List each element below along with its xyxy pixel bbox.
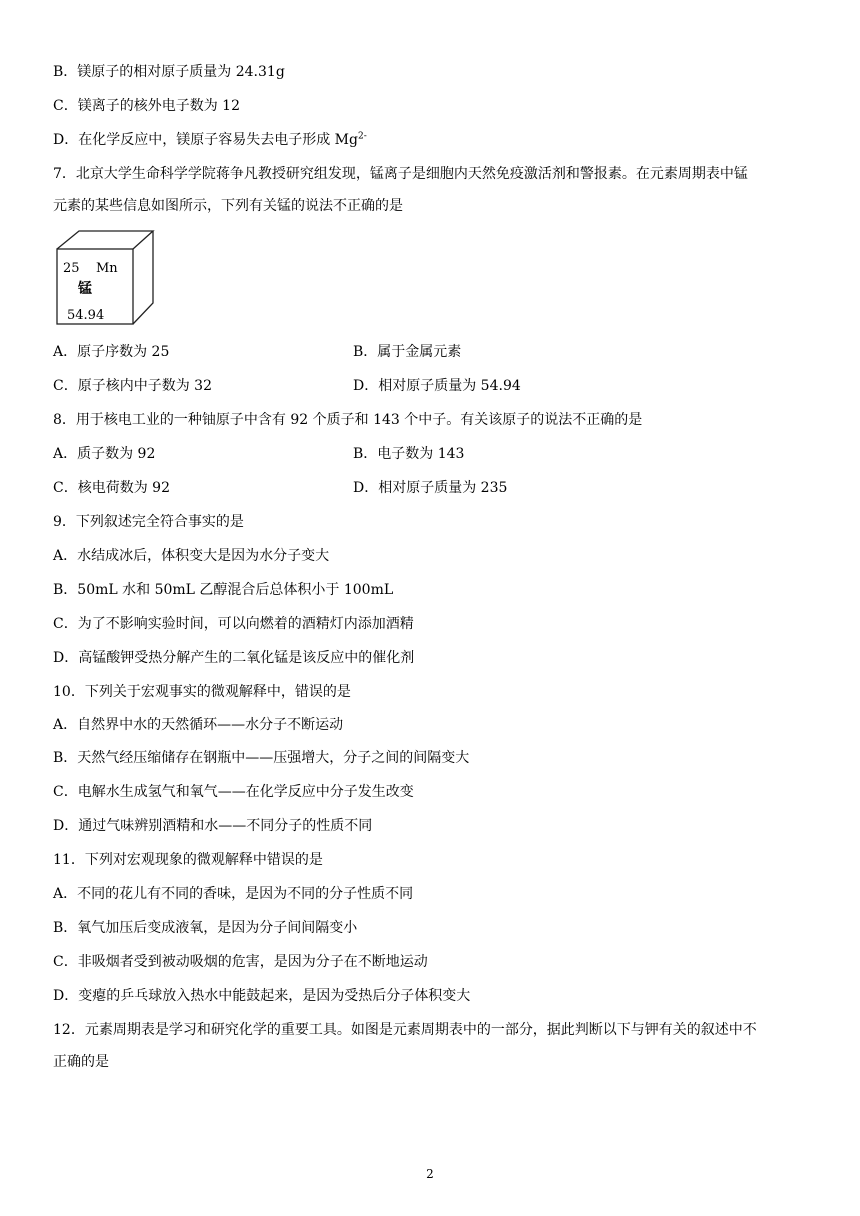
- line-text: C．为了不影响实验时间，可以向燃着的酒精灯内添加酒精: [53, 616, 414, 632]
- line-text: A．质子数为 92: [53, 446, 156, 462]
- text-line-q10c: [53, 782, 414, 802]
- line-text: D．通过气味辨别酒精和水——不同分子的性质不同: [53, 818, 373, 834]
- element-symbol: Mn: [96, 261, 118, 276]
- superscript: 2-: [357, 131, 367, 142]
- text-line-q9d: [53, 648, 414, 668]
- line-text: 元素的某些信息如图所示，下列有关锰的说法不正确的是: [53, 198, 403, 214]
- line-text: 11．下列对宏观现象的微观解释中错误的是: [53, 852, 323, 868]
- text-line-q8b_opt: [353, 444, 464, 464]
- element-mass: 54.94: [67, 308, 105, 323]
- text-line-q10a: [53, 715, 343, 735]
- line-text: B．50mL 水和 50mL 乙醇混合后总体积小于 100mL: [53, 582, 394, 598]
- line-text: B．天然气经压缩储存在钢瓶中——压强增大，分子之间的间隔变大: [53, 750, 470, 766]
- line-text: C．镁离子的核外电子数为 12: [53, 98, 240, 114]
- line-text: A．原子序数为 25: [53, 344, 170, 360]
- text-line-q8a: [53, 444, 155, 464]
- element-card-figure: [55, 229, 155, 329]
- line-text: D．相对原子质量为 235: [353, 480, 508, 496]
- line-text: A．自然界中水的天然循环——水分子不断运动: [53, 717, 344, 733]
- line-text: D．变瘪的乒乓球放入热水中能鼓起来，是因为受热后分子体积变大: [53, 988, 471, 1004]
- cube-top-face: [57, 231, 153, 249]
- text-line-q12b: [53, 1052, 109, 1072]
- text-line-q10: [53, 682, 351, 702]
- text-line-q7b: [53, 196, 403, 216]
- text-line-q11: [53, 850, 323, 870]
- text-line-q11c: [53, 952, 428, 972]
- line-text: A．不同的花儿有不同的香味，是因为不同的分子性质不同: [53, 886, 414, 902]
- text-line-q7b_opt: [353, 342, 461, 362]
- line-text: C．非吸烟者受到被动吸烟的危害，是因为分子在不断地运动: [53, 954, 428, 970]
- line-text: 9．下列叙述完全符合事实的是: [53, 514, 244, 530]
- text-line-q11a: [53, 884, 413, 904]
- line-text: B．属于金属元素: [353, 344, 462, 360]
- element-name: 锰: [78, 281, 92, 297]
- text-line-q7c: [53, 376, 212, 396]
- text-line-q10d: [53, 816, 372, 836]
- text-line-q8c: [53, 478, 170, 498]
- line-text: 8．用于核电工业的一种铀原子中含有 92 个质子和 143 个中子。有关该原子的说法不正确的是: [53, 412, 643, 428]
- cube-side-face: [133, 231, 153, 324]
- line-text: 12．元素周期表是学习和研究化学的重要工具。如图是元素周期表中的一部分，据此判断以下与钾有关的叙述中不: [53, 1022, 757, 1038]
- text-line-q7a: [53, 342, 169, 362]
- text-line-q11b: [53, 918, 357, 938]
- line-text: A．水结成冰后，体积变大是因为水分子变大: [53, 548, 330, 564]
- text-line-q11d: [53, 986, 470, 1006]
- text-line-q7: [53, 164, 748, 184]
- text-line-q9b: [53, 580, 393, 600]
- text-line-q6b: [53, 62, 285, 82]
- line-text: B．镁原子的相对原子质量为 24.31g: [53, 64, 285, 80]
- line-text: B．氧气加压后变成液氧，是因为分子间间隔变小: [53, 920, 358, 936]
- text-line-q9c: [53, 614, 414, 634]
- line-text: 正确的是: [53, 1054, 109, 1070]
- text-line-q6c: [53, 96, 240, 116]
- line-text: D．相对原子质量为 54.94: [353, 378, 521, 394]
- text-line-q7d_opt: [353, 376, 521, 396]
- element-atomic-number: 25: [63, 261, 80, 276]
- text-line-q12: [53, 1020, 757, 1040]
- line-text: 10．下列关于宏观事实的微观解释中，错误的是: [53, 684, 351, 700]
- line-text: B．电子数为 143: [353, 446, 465, 462]
- text-line-q8: [53, 410, 642, 430]
- page-number: 2: [426, 1167, 434, 1181]
- line-text: C．原子核内中子数为 32: [53, 378, 212, 394]
- text-line-q8d_opt: [353, 478, 507, 498]
- line-text: C．核电荷数为 92: [53, 480, 170, 496]
- line-text: D．在化学反应中，镁原子容易失去电子形成 Mg: [53, 132, 358, 148]
- text-line-q9a: [53, 546, 329, 566]
- text-line-q10b: [53, 748, 469, 768]
- line-text: 7．北京大学生命科学学院蒋争凡教授研究组发现，锰离子是细胞内天然免疫激活剂和警报素。在元素周期表中锰: [53, 166, 748, 182]
- text-line-q6d: [53, 130, 367, 150]
- text-line-q9: [53, 512, 244, 532]
- line-text: D．高锰酸钾受热分解产生的二氧化锰是该反应中的催化剂: [53, 650, 415, 666]
- line-text: C．电解水生成氢气和氧气——在化学反应中分子发生改变: [53, 784, 414, 800]
